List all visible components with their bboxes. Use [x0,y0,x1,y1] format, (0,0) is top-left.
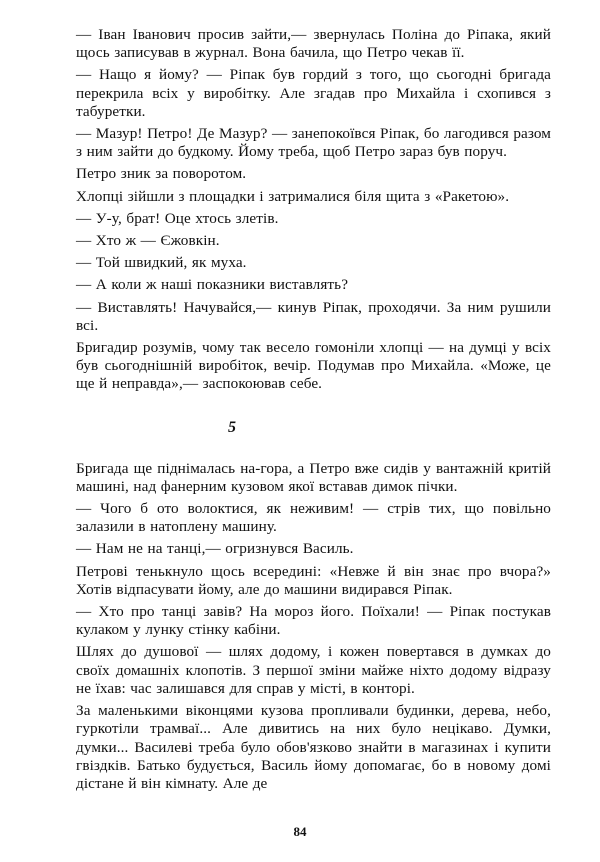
paragraph: — Хто ж — Єжовкін. [76,232,220,250]
book-page [76,26,551,793]
paragraph: — Хто про танці завів? На мороз його. Поїхали! — Ріпак постукав кулаком у лунку стінку кабіни. [76,603,551,639]
paragraph: — Чого б ото волоктися, як неживим! — стрів тих, що повільно залазили в натоплену машину. [76,500,551,536]
paragraph: Петрові тенькнуло щось всередині: «Невже й він знає про вчора?» Хотів відпасувати йому, але до машини видирався Ріпак. [76,562,551,598]
page-number: 84 [293,824,307,839]
paragraph: — Іван Іванович просив зайти,— звернулась Поліна до Ріпака, який щось записував в журнал. Вона бачила, що Петро чекав її. [76,26,551,62]
paragraph: — Мазур! Петро! Де Мазур? — занепокоївся Ріпак, бо лагодився разом з ним зайти до будкому. Йому треба, щоб Петро зараз був поруч. [76,125,551,161]
paragraph: Шлях до душової — шлях додому, і кожен повертався в думках до своїх домашніх клопотів. З першої зміни майже ніхто додому відразу не їхав: час залишався для справ у місті, в конторі. [76,643,551,697]
paragraph: — Нащо я йому? — Ріпак був гордий з того, що сьогодні бригада перекрила всіх у виробітку. Але згадав про Михайла і схопився з табуретки. [76,66,551,120]
chapter-number: 5 [228,418,236,436]
paragraph: — Той швидкий, як муха. [76,254,247,272]
paragraph: — Нам не на танці,— огризнувся Василь. [76,540,354,558]
paragraph: Бригадир розумів, чому так весело гомоніли хлопці — на думці у всіх був сьогоднішній виробіток, вечір. Подумав про Михайла. «Може, це ще й неправда»,— заспокоював себе. [76,339,551,393]
paragraph: Петро зник за поворотом. [76,165,247,183]
paragraph: Бригада ще піднімалась на-гора, а Петро вже сидів у вантажній критій машині, над фанерним кузовом якої вставав димок пічки. [76,459,551,495]
paragraph: За маленькими віконцями кузова пропливали будинки, дерева, небо, гуркотіли трамваї... Але дивитись на них було нецікаво. Думки, думки... Василеві треба було обов'язково знайти в магазинах і купити гвіздків. Батько будується, Василь йому допомагає, бо в новому домі дістане й він кімнату. Але де [76,702,551,792]
paragraph: Хлопці зійшли з площадки і затрималися біля щита з «Ракетою». [76,187,510,205]
paragraph: — У-у, брат! Оце хтось злетів. [76,209,279,227]
paragraph: — Виставлять! Начувайся,— кинув Ріпак, проходячи. За ним рушили всі. [76,298,551,334]
paragraph: — А коли ж наші показники виставлять? [76,276,349,294]
